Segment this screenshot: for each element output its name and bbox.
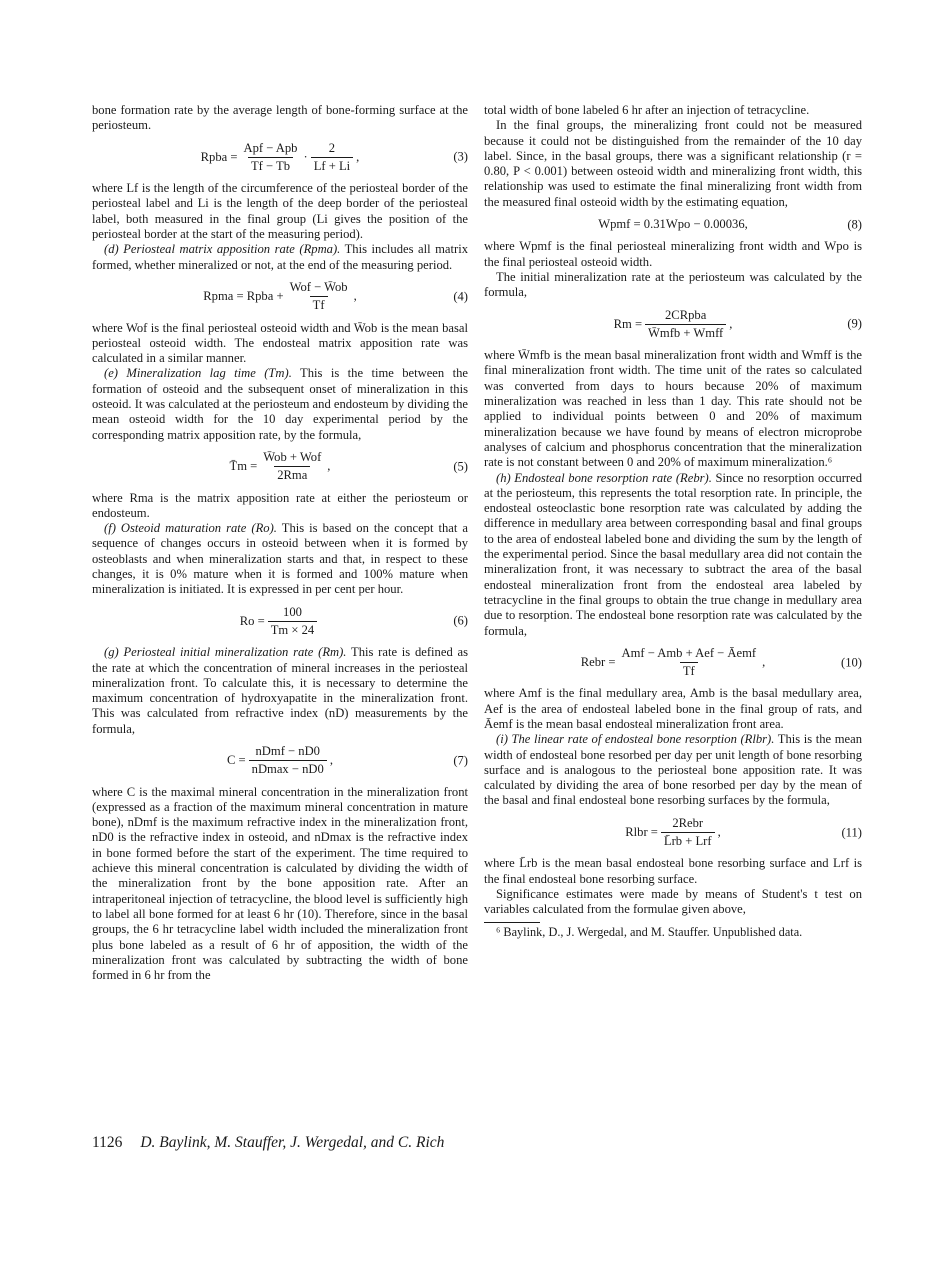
- equation-8: Wpmf = 0.31Wpo − 0.00036, (8): [598, 217, 862, 232]
- paragraph: where L̄rb is the mean basal endosteal bone resorbing surface and Lrf is the final endosteal bone resorbing surface.: [484, 856, 862, 886]
- paragraph: where Rma is the matrix apposition rate at either the periosteum or endosteum.: [92, 490, 468, 520]
- paragraph: (d) Periosteal matrix apposition rate (Rpma). This includes all matrix formed, whether mineralized or not, at the end of the measuring period.: [92, 242, 468, 272]
- section-heading: (e) Mineralization lag time (Tm).: [104, 366, 292, 381]
- left-column: [92, 103, 468, 983]
- paragraph: where Wof is the final periosteal osteoid width and W̄ob is the mean basal periosteal osteoid width. The endosteal matrix apposition rate was calculated in a similar manner.: [92, 320, 468, 366]
- page-footer: [92, 1134, 444, 1152]
- equation-10: Rebr = $\frac{\text{Amf − Amb + Aef − Āemf}}{Tf}$ , (10): [580, 645, 862, 679]
- paragraph: where W̄mfb is the mean basal mineralization front width and Wmff is the final mineralization front width. The time unit of the rates so calculated was converted from days to hours because 20% of maximum mineralization was reached in less than 1 day. This rate should not be applied to individual points between 0 and 20% of maximum mineralization because we have found by means of electron microprobe analyses of calcium and phosphorus concentration that the mineralization rate is not constant between 0 and 20% of maximum mineralization.⁶: [484, 348, 862, 470]
- paragraph: bone formation rate by the average length of bone-forming surface at the periosteum.: [92, 103, 468, 133]
- section-heading: (g) Periosteal initial mineralization rate (Rm).: [104, 645, 347, 660]
- section-heading: (h) Endosteal bone resorption rate (Rebr).: [496, 470, 712, 485]
- section-heading: (i) The linear rate of endosteal bone resorption (Rlbr).: [496, 732, 775, 747]
- equation-number: (11): [841, 824, 862, 839]
- paragraph: (g) Periosteal initial mineralization rate (Rm). This rate is defined as the rate at which the concentration of mineral increases in the periosteal mineralization front. To calculate this, it is necessary to determine the maximum concentration of hydroxyapatite in the mineralization front. This was calculated from refractive index (nD) measurements by the formula,: [92, 645, 469, 736]
- section-heading: (f) Osteoid maturation rate (Ro).: [104, 521, 277, 536]
- equation-number: (10): [841, 654, 862, 669]
- equation-number: (6): [453, 613, 468, 628]
- equation-6: Ro = $\frac{100}{Tm \times 24}$ (6): [239, 604, 468, 637]
- equation-number: (9): [847, 316, 862, 331]
- paragraph: where Lf is the length of the circumference of the periosteal border of the periosteal label and Li is the length of the deep border of the periosteal label, both measured in the final group (Li gives the position of the periosteal border at the start of the measuring period).: [92, 181, 468, 242]
- equation-number: (8): [847, 217, 862, 232]
- paragraph: (e) Mineralization lag time (Tm). This is the time between the formation of osteoid and the subsequent onset of mineralization in this osteoid. It was calculated at the periosteum and endosteum by dividing the mean osteoid width for the 10 day experimental period by the corresponding matrix apposition rate, by the formula,: [92, 366, 468, 442]
- paragraph: total width of bone labeled 6 hr after an injection of tetracycline.: [484, 103, 810, 117]
- equation-number: (5): [453, 459, 468, 474]
- footnote-rule: [484, 922, 540, 923]
- paragraph: (f) Osteoid maturation rate (Ro). This is based on the concept that a sequence of changes occurs in osteoid between when it is formed by osteoblasts and when mineralization starts and that, in respect to these changes, it is 0% mature when it is formed and 100% mature when mineralization is initiated. It is expressed in per cent per hour.: [92, 521, 468, 597]
- paragraph: Significance estimates were made by means of Student's t test on variables calculated from the formulae given above,: [484, 886, 862, 917]
- paragraph: The initial mineralization rate at the periosteum was calculated by the formula,: [484, 269, 862, 300]
- equation-number: (7): [453, 753, 468, 768]
- paragraph: where Amf is the final medullary area, Amb is the basal medullary area, Aef is the area of endosteal labeled bone in the final group of rats, and Āemf is the mean basal endosteal mineralization front area.: [484, 686, 862, 731]
- paragraph: (i) The linear rate of endosteal bone resorption (Rlbr). This is the mean width of endosteal bone resorbed per day per unit length of bone resorbing surface and is analogous to the periosteal bone apposition rate. It was calculated by dividing the area of bone resorbed per day by the mean of the basal and final endosteal bone resorbing surfaces by the formula,: [484, 732, 862, 808]
- equation-number: (3): [453, 149, 468, 164]
- section-heading: (d) Periosteal matrix apposition rate (Rpma).: [104, 242, 341, 257]
- equation-4: Rpma = Rpba + $\frac{\text{Wof − W̄ob}}{Tf}$ , (4): [203, 279, 468, 313]
- paragraph: In the final groups, the mineralizing front could not be measured because it could not be distinguished from the remainder of the 10 day label. Since, in the basal groups, there was a significant relationship (r = 0.80, P < 0.001) between osteoid width and mineralizing front width, this relationship was used to estimate the final mineralizing front width from the measured final osteoid width by the estimating equation,: [484, 118, 862, 209]
- paragraph: where Wpmf is the final periosteal mineralizing front width and Wpo is the final periosteal osteoid width.: [484, 239, 862, 269]
- equation-7: C = $\frac{\text{nDmf − nD0}}{nDmax - nD0}$ , (7): [227, 743, 468, 777]
- paragraph: (h) Endosteal bone resorption rate (Rebr). Since no resorption occurred at the periosteum, this represents the total resorption rate. In principle, the endosteal osteoclastic bone resorption rate was calculated by adding the difference in medullary area between corresponding basal and final groups to the area of endosteal labeled bone and dividing the sum by the length of the experimental period. Since the basal medullary area did not contain the mineralization front, it was necessary to subtract the area of the basal endosteal mineralization front from the endosteal area labeled by tetracycline in the final groups to obtain the true change in medullary area due to resorption. The endosteal bone resorption rate was calculated by the formula,: [484, 470, 863, 638]
- footnote: ⁶ Baylink, D., J. Wergedal, and M. Stauffer. Unpublished data.: [496, 924, 803, 939]
- running-authors: D. Baylink, M. Stauffer, J. Wergedal, and C. Rich: [140, 1134, 445, 1151]
- page-number: 1126: [92, 1134, 123, 1151]
- equation-9: Rm = $\frac{\text{2CRpba}}{\text{W̄mfb + Wmff}}$ , (9): [613, 307, 862, 340]
- equation-number: (4): [453, 289, 468, 304]
- equation-3: Rpba = $\frac{\text{Apf − Apb}}{Tf - Tb}$ · $\frac{2}{Lf + Li}$ , (3): [200, 140, 468, 173]
- paragraph: where C is the maximal mineral concentration in the mineralization front (expressed as a fraction of the maximum mineral concentration in mature bone), nDmf is the maximum refractive index in the mineralization front, nD0 is the refractive index in osteoid, and nDmax is the refractive index in bone formed before the start of the experiment. The time required to achieve this mineral concentration is calculated by dividing the width of the mineralization front by the bone apposition rate. After an intraperitoneal injection of tetracycline, the blood level is sufficiently high to label all bone formed for at least 6 hr (10). Therefore, since in the basal groups, the 6 hr tetracycline label width included the mineralization front plus bone labeled as a result of 6 hr of apposition, the width of the mineralization front was calculated by subtracting the width of bone formed in 6 hr from the: [92, 784, 468, 983]
- equation-5: T̄m = $\frac{\text{W̄ob + Wof}}{\text{2Rma}}$ , (5): [229, 449, 468, 483]
- right-column: [484, 103, 862, 940]
- equation-11: Rlbr = $\frac{\text{2Rebr}}{\text{L̄rb + Lrf}}$ , (11): [625, 815, 862, 849]
